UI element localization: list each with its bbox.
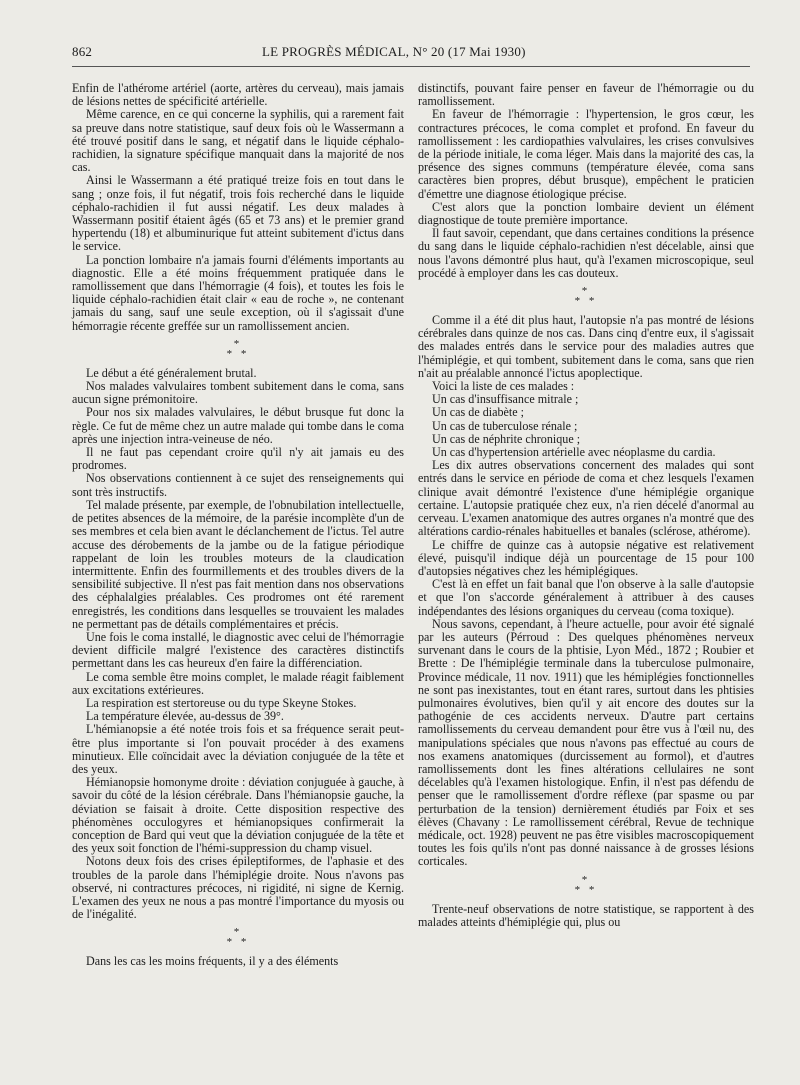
list-item: Un cas d'hypertension artérielle avec néoplasme du cardia. xyxy=(432,445,716,460)
paragraph: Nos observations contiennent à ce sujet des renseignements qui sont très instructifs. xyxy=(72,471,404,499)
paragraph: Une fois le coma installé, le diagnostic avec celui de l'hémorragie devient difficile malgré l'existence des caractères distinctifs permettant dans les cas heureux d'en faire la différenciation. xyxy=(72,629,404,671)
page-number: 862 xyxy=(72,44,93,59)
section-separator xyxy=(72,339,404,359)
paragraph: Notons deux fois des crises épileptiformes, de l'aphasie et des troubles de la parole dans l'hémiplégie droite. Nous n'avons pas observé, ni contractures précoces, ni rigidité, ni signe de Kernig. L'examen des yeux ne nous a pas montré l'importance du myosis ou de l'inégalité. xyxy=(72,854,404,922)
section-separator xyxy=(418,875,754,895)
paragraph: C'est là en effet un fait banal que l'on observe à la salle d'autopsie et que l'on s'accorde généralement à attribuer à des causes indépendantes des lésions organiques du cerveau (coma toxique). xyxy=(418,577,754,618)
running-title: LE PROGRÈS MÉDICAL, N° 20 (17 Mai 1930) xyxy=(262,44,526,59)
separator-stars: * * xyxy=(574,295,598,308)
list-item: Un cas de néphrite chronique ; xyxy=(432,431,581,446)
header-rule xyxy=(72,66,750,67)
separator-star: * xyxy=(233,926,243,939)
paragraph: Le début a été généralement brutal. xyxy=(86,365,257,380)
left-column xyxy=(72,82,404,969)
paragraph: La respiration est stertoreuse ou du type Skeyne Stokes. xyxy=(86,695,357,710)
paragraph: La température élevée, au-dessus de 39°. xyxy=(86,709,284,724)
list-intro: Voici la liste de ces malades : xyxy=(432,379,575,394)
paragraph: C'est alors que la ponction lombaire devient un élément diagnostique de toute première importance. xyxy=(418,199,754,228)
paragraph: Même carence, en ce qui concerne la syphilis, qui a rarement fait sa preuve dans notre statistique, sauf deux fois où le Wassermann a été trouvé positif dans le sang, et négatif dans le liquide céphalo-rachidien, la signature spécifique manquait dans la majorité de nos cas. xyxy=(72,107,404,175)
paragraph: La ponction lombaire n'a jamais fourni d'éléments importants au diagnostic. Elle a été moins fréquemment pratiquée dans le ramollissement que dans l'hémorragie (4 fois), et toutes les fois le liquide céphalo-rachidien était clair « eau de roche », ne contenant jamais du sang, sauf une seule exception, où il s'agissait d'une hémorragie récente greffée sur un ramollissement ancien. xyxy=(72,252,404,333)
paragraph: Nous savons, cependant, à l'heure actuelle, pour avoir été signalé par les auteurs (Pérroud : Des quelques phénomènes nerveux survenant dans le cours de la phtisie, Lyon Méd., 1872 ; Roubier et Brette : De l'hémiplégie terminale dans la tuberculose pulmonaire, Province médicale, 11 nov. 1911) que les hémiplégies fonctionnelles ne sont pas inexistantes, tout en étant rares, surtout dans les phtisies pulmonaires évolutives, bien qu'il y ait encore des doutes sur la pathogénie de ces accidents nerveux. D'autre part certains ramollissements du cerveau demandent pour être vus à l'œil nu, des manipulations spéciales que nous n'avons pas effectué au cours de nos examens anatomiques (durcissement au formol), et d'autres ramollissements dont les fines altérations cellulaires ne sont décelables qu'à l'examen histologique. Enfin, il n'est pas défendu de penser que le ramollissement d'ordre réflexe (par spasme ou par perturbation de la tension) dernièrement étudiés par Foix et ses élèves (Chavany : Le ramollissement cérébral, Revue de technique médicale, oct. 1928) peuvent ne pas être visibles macroscopiquement toutes les fois qu'ils n'ont pas donné naissance à de grosses lésions corticales. xyxy=(418,616,754,869)
paragraph: distinctifs, pouvant faire penser en faveur de l'hémorragie ou du ramollissement. xyxy=(418,81,754,109)
list-item: Un cas d'insuffisance mitrale ; xyxy=(432,392,579,407)
list-item: Un cas de diabète ; xyxy=(432,405,525,420)
paragraph: Tel malade présente, par exemple, de l'obnubilation intellectuelle, de petites absences de la mémoire, de la parésie incomplète d'un de ses membres et cela bien avant le déclanchement de l'ictus. Tel autre accuse des dérobements de la jambe ou de la fatigue périodique rappelant de loin les troubles moteurs de la claudication intermittente. Enfin des fourmillements et des troubles divers de la sensibilité subjective. Il n'est pas fait mention dans nos observations des céphalalgies préalables. Ces prodromes ont été rarement enregistrés, les conditions dans lesquelles se trouvaient les malades ne permettant pas de détails complémentaires et précis. xyxy=(72,497,404,631)
separator-stars: * * xyxy=(226,936,250,949)
paragraph: L'hémianopsie a été notée trois fois et sa fréquence serait peut-être plus importante si l'on pouvait procéder à des examens minutieux. Elle coïncidait avec la déviation conjuguée de la tête et des yeux. xyxy=(72,722,404,776)
paragraph: Dans les cas les moins fréquents, il y a des éléments xyxy=(86,954,339,969)
paragraph: Hémianopsie homonyme droite : déviation conjuguée à gauche, à savoir du côté de la lésion cérébrale. Dans l'hémianopsie gauche, la déviation se faisait à droite. Cette disposition respective des phénomènes occulogyres et hémianopsiques confirmerait la conception de Bard qui veut que la déviation conjuguée de la tête et des yeux soit fonction de l'hémi-suppression du champ visuel. xyxy=(72,775,404,856)
paragraph: Pour nos six malades valvulaires, le début brusque fut donc la règle. Ce fut de même chez un autre malade qui tombe dans le coma après une injection intra-veineuse de néo. xyxy=(72,405,404,446)
page-header xyxy=(72,44,750,66)
paragraph: Ainsi le Wassermann a été pratiqué treize fois en tout dans le sang ; onze fois, il fut négatif, trois fois recherché dans le liquide céphalo-rachidien il fut aussi négatif. Les deux malades à Wassermann positif étaient âgés (65 et 73 ans) et le premier grand hypertendu (18) et albuminurique fut atteint subitement d'ictus dans le service. xyxy=(72,173,404,254)
paragraph: Comme il a été dit plus haut, l'autopsie n'a pas montré de lésions cérébrales dans quinze de nos cas. Dans cinq d'entre eux, il s'agissait des malades entrés dans le service pour des maladies autres que l'hémiplégie, et qui tombent, subitement dans le coma, sans que rien n'ait au préalable annoncé l'ictus apoplectique. xyxy=(418,313,754,380)
separator-star: * xyxy=(233,337,243,350)
separator-stars: * * xyxy=(574,883,598,896)
paragraph: Le coma semble être moins complet, le malade réagit faiblement aux excitations extérieures. xyxy=(72,669,404,697)
separator-star: * xyxy=(581,873,591,886)
paragraph: Il ne faut pas cependant croire qu'il n'y ait jamais eu des prodromes. xyxy=(72,445,404,473)
paragraph: Enfin de l'athérome artériel (aorte, artères du cerveau), mais jamais de lésions nettes de spécificité artérielle. xyxy=(72,81,404,109)
section-separator xyxy=(418,286,754,306)
paragraph: Le chiffre de quinze cas à autopsie négative est relativement élevé, puisqu'il indique déjà un pourcentage de 15 pour 100 d'autopsies négatives chez les hémiplégiques. xyxy=(418,537,754,578)
section-separator xyxy=(72,927,404,947)
paragraph: Les dix autres observations concernent des malades qui sont entrés dans le service en période de coma et chez lesquels l'examen clinique avait démontré l'existence d'une hémiplégie organique certaine. L'autopsie pratiquée chez eux, n'a rien décelé d'anormal au cerveau. L'examen anatomique des autres organes n'a montré que des altérations cardio-rénales habituelles et banales (sclérose, athérome). xyxy=(418,458,754,539)
right-column xyxy=(418,82,754,929)
paragraph: En faveur de l'hémorragie : l'hypertension, le gros cœur, les contractures précoces, le coma complet et profond. En faveur du ramollissement : les cardiopathies valvulaires, les crises convulsives de la période initiale, le coma léger. Mais dans la majorité des cas, la présence des signes communs (température élevée, coma sans caractères bien propres, début brusque), empêchent le praticien d'émettre une diagnose étiologique précise. xyxy=(418,107,754,201)
list-item: Un cas de tuberculose rénale ; xyxy=(432,418,578,433)
separator-stars: * * xyxy=(226,347,250,360)
paragraph: Nos malades valvulaires tombent subitement dans le coma, sans aucun signe prémonitoire. xyxy=(72,379,404,407)
paragraph: Il faut savoir, cependant, que dans certaines conditions la présence du sang dans le liquide céphalo-rachidien n'est décelable, ainsi que nous l'avons démontré plus haut, qu'à l'examen microscopique, seul procédé à employer dans les cas douteux. xyxy=(418,226,754,280)
paragraph: Trente-neuf observations de notre statistique, se rapportent à des malades atteints d'hémiplégie qui, plus ou xyxy=(418,901,754,929)
separator-star: * xyxy=(581,285,591,298)
